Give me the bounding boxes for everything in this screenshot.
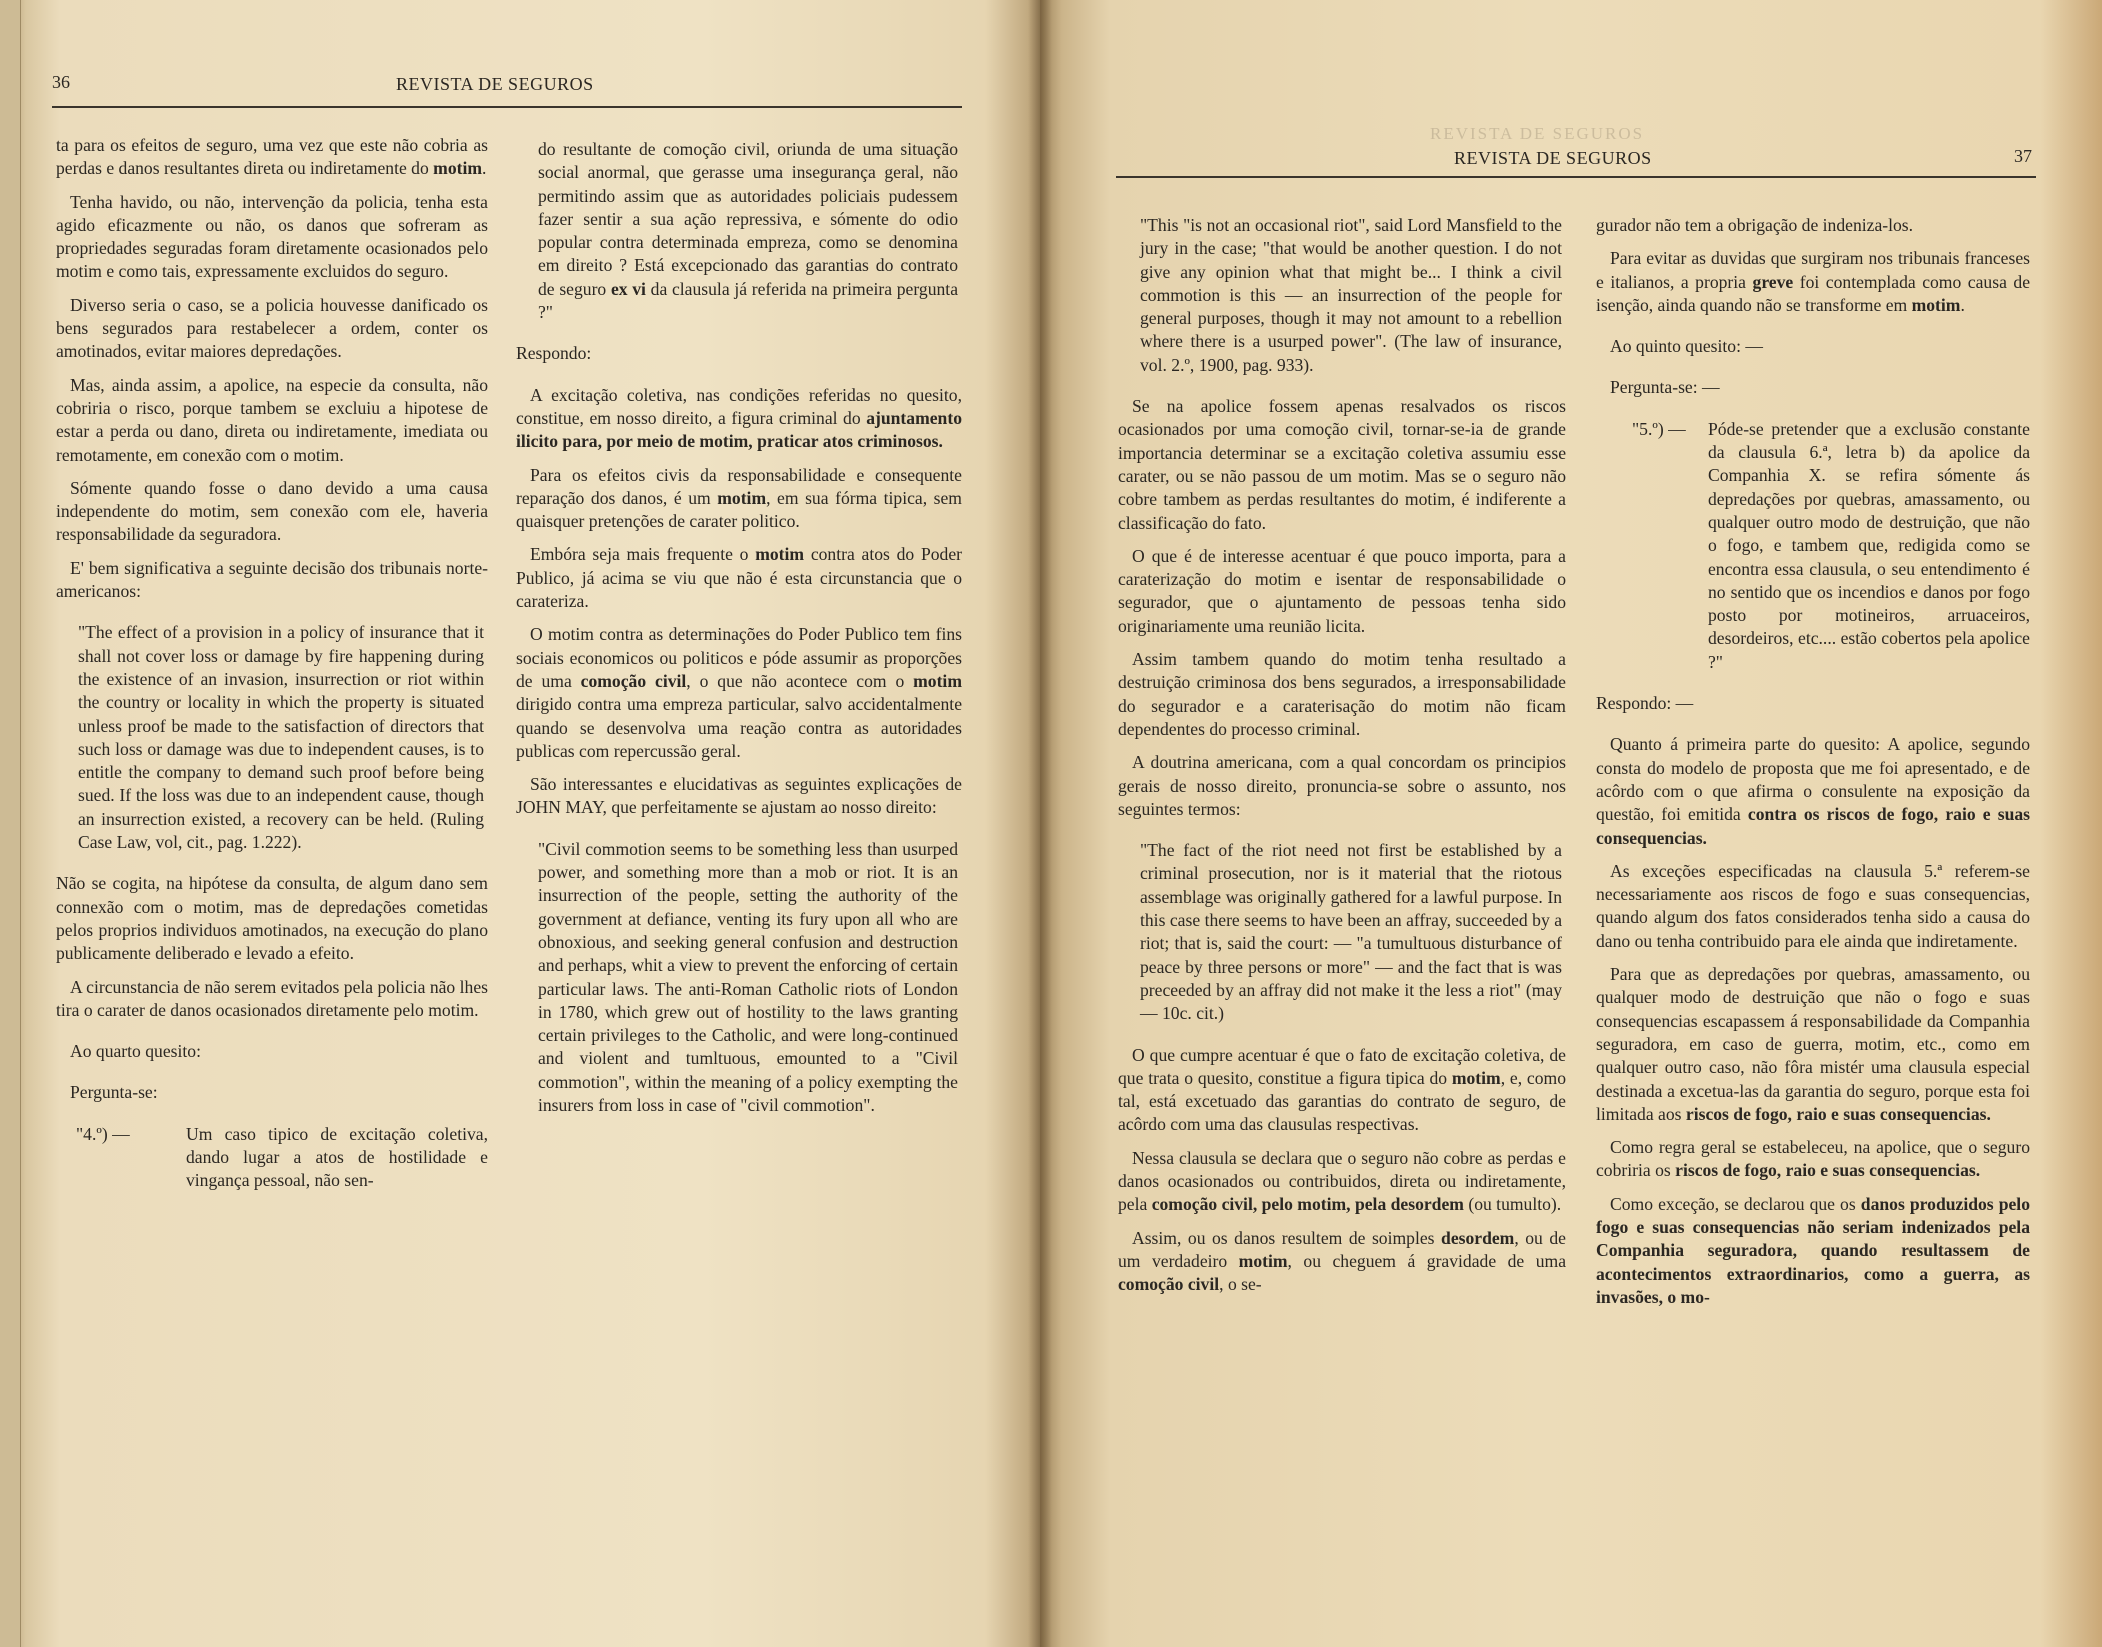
running-head-right: REVISTA DE SEGUROS [1454,148,1652,168]
paragraph-text: Ao quarto quesito: [70,1041,201,1062]
paragraph [1596,963,2030,1126]
paragraph-text: Mas, ainda assim, a apolice, na especie da consulta, não cobriria o risco, porque tambem se excluiu a hipotese de estar a perda ou dano, direta ou indiretamente, imediata ou remotamente, em conexão com o motim. [56,374,488,465]
paragraph-text: Assim, ou os danos resultem de soimples desordem, ou de um verdadeiro motim, ou cheguem á gravidade de uma comoção civil, o se- [1118,1227,1566,1295]
paragraph-text: A circunstancia de não serem evitados pela policia não lhes tira o carater de danos ocasionados diretamente pelo motim. [56,976,488,1020]
left-page [0,0,1040,1647]
paragraph-text: E' bem significativa a seguinte decisão dos tribunais norte-americanos: [56,557,488,602]
paragraph-text: do resultante de comoção civil, oriunda de uma situação social anormal, que gerasse uma insegurança geral, não permitindo assim que as autoridades policiais pudessem fazer sentir a sua ação repressiva, e sómente do odio popular contra determinada empreza, como se denomina em direito ? Está excepcionado das garantias do contrato de seguro ex vi da clausula já referida na primeira pergunta ?" [538,139,958,323]
paragraph-text: "The fact of the riot need not first be established by a criminal prosecution, nor is it material that the riotous assemblage was originally gathered for a lawful purpose. In this case there seems to have been an affray, succeeded by a riot; that is, said the court: — "a tumultuous disturbance of peace by three persons or more" — and the fact that is was preceeded by an affray did not make it the less a riot" (may — 10c. cit.) [1140,840,1562,1024]
header-rule-right [1116,176,2036,178]
page-number-right: 37 [2014,146,2032,166]
paragraph [516,384,962,454]
paragraph-text: ta para os efeitos de seguro, uma vez que este não cobria as perdas e danos resultantes direta ou indiretamente do motim. [56,135,488,179]
paragraph [1596,692,2030,715]
paragraph-text: Nessa clausula se declara que o seguro não cobre as perdas e danos ocasionados ou contribuidos, direta ou indiretamente, pela comoção civil, pelo motim, pela desordem (ou tumulto). [1118,1147,1566,1215]
right-page-column-2 [1596,214,2030,1319]
paragraph [56,1123,488,1193]
paragraph [56,872,488,965]
paragraph [1118,1147,1566,1217]
paragraph [516,543,962,613]
paragraph [1596,376,2030,399]
paragraph [56,191,488,284]
paragraph-text: Para que as depredações por quebras, amassamento, ou qualquer modo de destruição que não o fogo e suas consequencias escapassem á responsabilidade da Companhia seguradora, em caso de guerra, motim, etc., como em qualquer outro caso, não fôra mistér uma clausula especial destinada a excetua-las da garantia do seguro, porque esta foi limitada aos riscos de fogo, raio e suas consequencias. [1596,964,2030,1124]
running-head-left: REVISTA DE SEGUROS [396,74,594,94]
paragraph [56,557,488,604]
paragraph [56,294,488,364]
paragraph-text: Póde-se pretender que a exclusão constante da clausula 6.ª, letra b) da apolice da Companhia X. se refira sómente ás depredações por quebras, amassamento, ou qualquer outro modo de destruição, que não o fogo, e tambem que, redigida como se encontra essa clausula, o seu entendimento é no sentido que os incendios e danos por fogo posto por motineiros, arruaceiros, desordeiros, etc.... estão cobertos pela apolice ?" [1708,418,2030,672]
paragraph [1596,733,2030,849]
paragraph-text: "Civil commotion seems to be something less than usurped power, and something more than a mob or riot. It is an insurrection of the people, setting the authority of the government at defiance, venting its fury upon all who are obnoxious, and seeking general confusion and destruction and perhaps, whit a view to prevent the enforcing of certain particular laws. The anti-Roman Catholic riots of London in 1780, which grew out of hostility to the laws granting certain privileges to the Catholic, and were long-continued and violent and tumltuous, emounted to a "Civil commotion", within the meaning of a policy exempting the insurers from loss in case of "civil commotion". [538,838,958,1115]
paragraph-text: Pergunta-se: — [1610,377,1720,398]
paragraph-text: As exceções especificadas na clausula 5.ª referem-se necessariamente aos riscos de fogo e suas consequencias, quando algum dos fatos considerados tenha sido a causa do dano ou tenha contribuido para ele ainda que indiretamente. [1596,860,2030,951]
paragraph [1596,1193,2030,1309]
paragraph [1596,335,2030,358]
paragraph [1118,545,1566,638]
paragraph [516,623,962,763]
paragraph-text: Tenha havido, ou não, intervenção da policia, tenha esta agido eficazmente ou não, os danos que sofreram as propriedades seguradas foram diretamente ocasionados pelo motim e como tais, expressamente excluidos do seguro. [56,191,488,282]
paragraph [1118,1044,1566,1137]
paragraph-text: O motim contra as determinações do Poder Publico tem fins sociais economicos ou politicos e póde assumir as proporções de uma comoção civil, o que não acontece com o motim dirigido contra uma empreza particular, salvo accidentalmente quando se desenvolva uma reação contra as autoridades publicas com repercussão geral. [516,624,962,761]
paragraph [1140,839,1562,1025]
paragraph-text: O que é de interesse acentuar é que pouco importa, para a caraterização do motim e isentar de responsabilidade o segurador, que o ajuntamento de pessoas tenha sido originariamente uma reunião licita. [1118,545,1566,636]
paragraph-text: Sómente quando fosse o dano devido a uma causa independente do motim, sem conexão com ele, haveria responsabilidade da seguradora. [56,477,488,545]
paragraph [1118,395,1566,535]
paragraph-text: Diverso seria o caso, se a policia houvesse danificado os bens segurados para restabelecer a ordem, conter os amotinados, evitar maiores depredações. [56,294,488,362]
paragraph [1118,1227,1566,1297]
paragraph-text: Como exceção, se declarou que os danos produzidos pelo fogo e suas consequencias não seriam indenizados pela Companhia seguradora, quando resultassem de acontecimentos extraordinarios, como a guerra, as invasões, o mo- [1596,1193,2030,1307]
paragraph-text: Ao quinto quesito: — [1610,336,1763,357]
bleed-through-text: REVISTA DE SEGUROS [1430,124,1645,143]
paragraph-text: "This "is not an occasional riot", said Lord Mansfield to the jury in the case; "that would be another question. I do not give any opinion what that might be... I think a civil commotion is this — an insurrection of the people for general purposes, though it may not amount to a rebellion where there is a usurped power". (The law of insurance, vol. 2.º, 1900, pag. 933). [1140,215,1562,375]
paragraph [56,134,488,181]
paragraph [538,138,958,324]
paragraph [1140,214,1562,377]
paragraph-text: gurador não tem a obrigação de indeniza-los. [1596,215,1914,235]
paragraph-text: A doutrina americana, com a qual concordam os principios gerais de nosso direito, pronuncia-se sobre o assunto, nos seguintes termos: [1118,752,1566,819]
paragraph-text: Para os efeitos civis da responsabilidade e consequente reparação dos danos, é um motim, em sua fórma tipica, sem quaisquer pretenções de carater politico. [516,464,962,532]
question-number: "5.º) — [1632,418,1686,439]
paragraph [1596,418,2030,674]
paragraph [516,342,962,365]
paragraph [56,477,488,547]
paragraph-text: "The effect of a provision in a policy of insurance that it shall not cover loss or damage by fire happening during the existence of an invasion, insurrection or riot within the country or locality in which the property is situated unless proof be made to the satisfaction of directors that such loss or damage was due to independent causes, is to entitle the company to demand such proof before being sued. If the loss was due to an independent cause, though an insurrection existed, a recovery can be held. (Ruling Case Law, vol, cit., pag. 1.222). [78,622,484,853]
paragraph-text: O que cumpre acentuar é que o fato de excitação coletiva, de que trata o quesito, constitue a figura tipica do motim, e, como tal, está excetuado das garantias do contrato de seguro, de acôrdo com uma das clausulas respectivas. [1118,1044,1566,1135]
left-page-column-2 [516,138,962,1127]
page-number-left: 36 [52,72,70,92]
paragraph [1596,860,2030,953]
paragraph [56,976,488,1023]
paragraph-text: Não se cogita, na hipótese da consulta, de algum dano sem connexão com o motim, mas de depredações cometidas pelos proprios individuos amotinados, na execução do plano publicamente deliberado e levado a efeito. [56,873,488,964]
paragraph [516,464,962,534]
paragraph [1118,751,1566,821]
paragraph-text: Para evitar as duvidas que surgiram nos tribunais franceses e italianos, a propria greve foi contemplada como causa de isenção, ainda quando não se transforme em motim. [1596,248,2031,315]
paragraph [78,621,484,854]
header-rule-left [52,106,962,108]
question-number: "4.º) — [76,1123,130,1144]
paragraph-text: Respondo: — [1596,693,1694,714]
paragraph-text: Respondo: [516,343,592,364]
left-page-column-1 [56,134,488,1203]
paragraph-text: Um caso tipico de excitação coletiva, dando lugar a atos de hostilidade e vingança pessoal, não sen- [186,1123,488,1191]
paragraph-text: São interessantes e elucidativas as seguintes explicações de JOHN MAY, que perfeitamente se ajustam ao nosso direito: [516,774,962,818]
paragraph [1596,1136,2030,1183]
paragraph-text: Assim tambem quando do motim tenha resultado a destruição criminosa dos bens segurados, a irresponsabilidade do segurador e a caraterisação do motim não ficam dependentes do processo criminal. [1118,649,1566,739]
right-page [1040,0,2102,1647]
paragraph-text: A excitação coletiva, nas condições referidas no quesito, constitue, em nosso direito, a figura criminal do ajuntamento ilicito para, por meio de motim, praticar atos criminosos. [516,384,962,452]
paragraph-text: Como regra geral se estabeleceu, na apolice, que o seguro cobriria os riscos de fogo, raio e suas consequencias. [1596,1137,2030,1181]
paragraph-text: Embóra seja mais frequente o motim contra atos do Poder Publico, já acima se viu que não é esta circunstancia que o carateriza. [516,544,962,612]
right-page-column-1 [1118,214,1566,1306]
paragraph [1118,648,1566,741]
previous-page-edge [0,0,21,1647]
paragraph [1596,214,2030,237]
paragraph-text: Se na apolice fossem apenas resalvados os riscos ocasionados por uma comoção civil, tornar-se-ia de grande importancia determinar se a excitação coletiva assumiu esse carater, ou se não passou de um motim. Mas se o seguro não cobre tambem as perdas resultantes do motim, é indiferente a classificação do fato. [1118,396,1566,533]
book-gutter [1028,0,1052,1647]
paragraph [56,1040,488,1063]
paragraph-text: Pergunta-se: [70,1082,158,1103]
paragraph [56,1081,488,1104]
paragraph [1596,247,2030,317]
paragraph [56,374,488,467]
paragraph-text: Quanto á primeira parte do quesito: A apolice, segundo consta do modelo de proposta que me foi apresentado, e de acôrdo com o que afirma o consulente na exposição da questão, foi emitida contra os riscos de fogo, raio e suas consequencias. [1596,734,2030,848]
paragraph [516,773,962,820]
paragraph [538,838,958,1118]
